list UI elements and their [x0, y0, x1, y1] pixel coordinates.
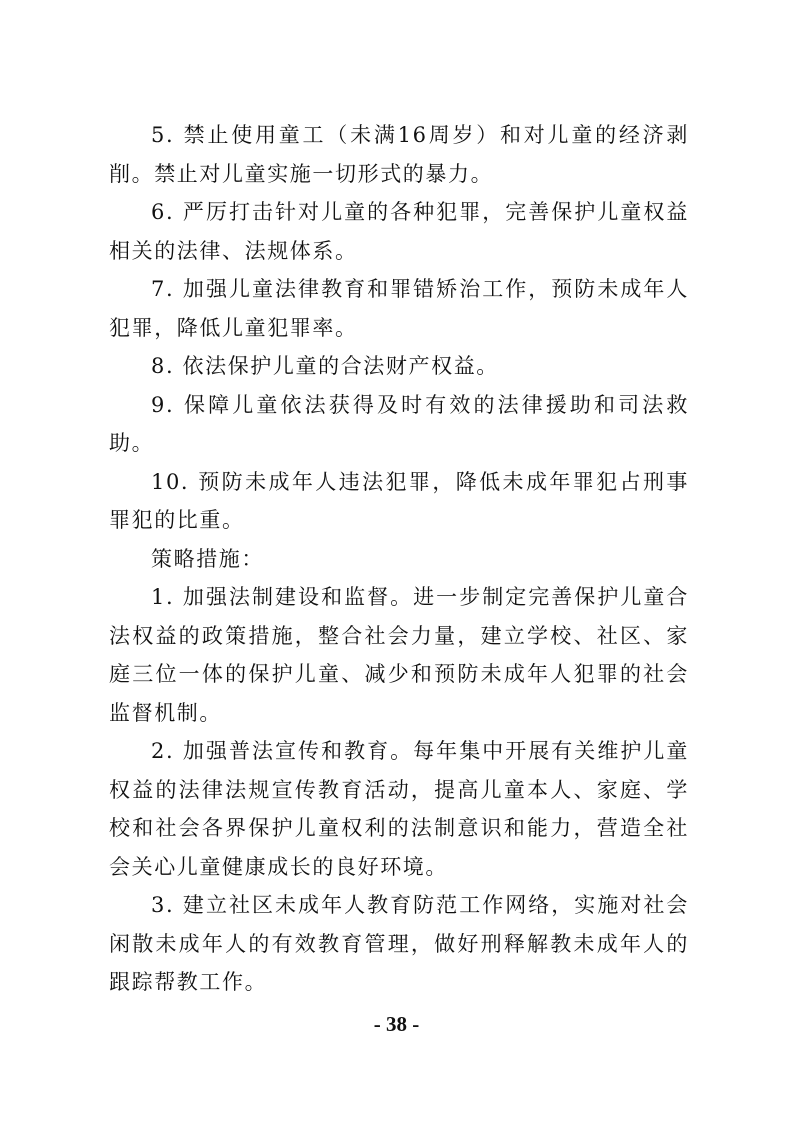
paragraph-strategy-1: 1. 加强法制建设和监督。进一步制定完善保护儿童合法权益的政策措施，整合社会力量，建立学校、社区、家庭三位一体的保护儿童、减少和预防未成年人犯罪的社会监督机制。: [109, 585, 689, 725]
paragraph-strategy-3: 3. 建立社区未成年人教育防范工作网络，实施对社会闲散未成年人的有效教育管理，做好刑释解教未成年人的跟踪帮教工作。: [109, 893, 689, 994]
paragraph-goal-9: 9. 保障儿童依法获得及时有效的法律援助和司法救助。: [109, 392, 689, 455]
paragraph-goal-8: 8. 依法保护儿童的合法财产权益。: [151, 354, 499, 378]
paragraph-goal-6: 6. 严厉打击针对儿童的各种犯罪，完善保护儿童权益相关的法律、法规体系。: [109, 200, 689, 263]
paragraph-goal-7: 7. 加强儿童法律教育和罪错矫治工作，预防未成年人犯罪，降低儿童犯罪率。: [109, 277, 689, 340]
paragraph-goal-10: 10. 预防未成年人违法犯罪，降低未成年罪犯占刑事罪犯的比重。: [109, 469, 689, 532]
paragraph-strategy-2: 2. 加强普法宣传和教育。每年集中开展有关维护儿童权益的法律法规宣传教育活动，提高儿童本人、家庭、学校和社会各界保护儿童权利的法制意识和能力，营造全社会关心儿童健康成长的良好环境。: [109, 739, 689, 879]
paragraph-goal-5: 5. 禁止使用童工（未满16周岁）和对儿童的经济剥削。禁止对儿童实施一切形式的暴力。: [109, 123, 689, 186]
body-text: [109, 116, 689, 1002]
page-number: - 38 -: [373, 1012, 420, 1036]
section-heading-strategy: 策略措施：: [151, 546, 264, 571]
